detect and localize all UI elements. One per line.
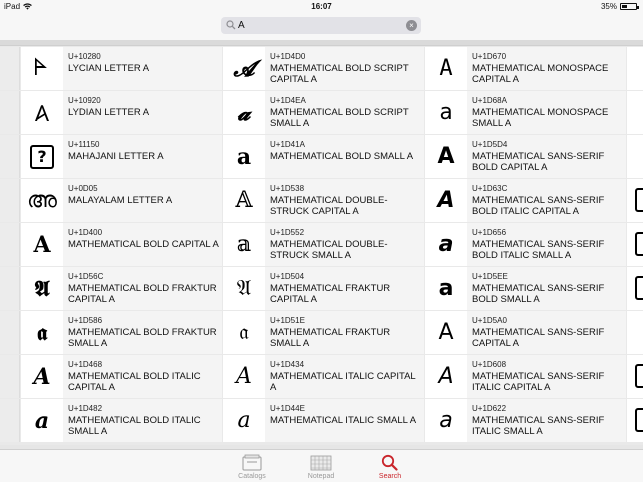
character-info xyxy=(265,267,424,310)
character-glyph xyxy=(223,47,265,90)
codepoint-label: U+10920 xyxy=(68,96,101,105)
character-glyph xyxy=(425,355,467,398)
character-name: MATHEMATICAL ITALIC CAPITAL A xyxy=(270,371,416,393)
codepoint-label: U+1D586 xyxy=(68,316,103,325)
character-info xyxy=(63,399,222,442)
glyph-char: 𝙰 xyxy=(439,56,453,81)
glyph-char: 𐊀 xyxy=(34,56,50,81)
character-name: MATHEMATICAL FRAKTUR SMALL A xyxy=(270,327,391,349)
character-name: MATHEMATICAL BOLD ITALIC SMALL A xyxy=(68,415,201,437)
character-name: MATHEMATICAL MONOSPACE CAPITAL A xyxy=(472,63,609,85)
character-info xyxy=(265,355,424,398)
character-glyph xyxy=(425,267,467,310)
character-name: MATHEMATICAL SANS-SERIF BOLD ITALIC CAPITAL A xyxy=(472,195,605,217)
character-name: MATHEMATICAL BOLD SMALL A xyxy=(270,151,414,162)
glyph-char: 𝒂 xyxy=(34,407,50,434)
character-info xyxy=(63,355,222,398)
magnifier-icon xyxy=(226,20,236,30)
glyph-char: 𝘈 xyxy=(438,364,454,389)
tab-bar xyxy=(0,449,643,482)
codepoint-label: U+1D552 xyxy=(270,228,305,237)
character-info xyxy=(467,399,626,442)
character-glyph xyxy=(223,135,265,178)
character-info xyxy=(63,135,222,178)
tab-search[interactable] xyxy=(360,454,420,480)
glyph-char: 𝖆 xyxy=(36,319,48,346)
character-name: MATHEMATICAL BOLD FRAKTUR SMALL A xyxy=(68,327,217,349)
character-name: MATHEMATICAL SANS-SERIF BOLD CAPITAL A xyxy=(472,151,605,173)
partial-glyph-box xyxy=(635,364,643,388)
glyph-char: 𝗮 xyxy=(438,276,454,301)
character-glyph xyxy=(21,47,63,90)
character-glyph xyxy=(21,223,63,266)
character-glyph xyxy=(223,223,265,266)
character-info xyxy=(467,267,626,310)
glyph-char: 𝐚 xyxy=(236,143,252,170)
clock: 16:07 xyxy=(311,2,332,11)
partial-glyph-box xyxy=(635,188,643,212)
character-glyph xyxy=(425,223,467,266)
character-glyph xyxy=(223,91,265,134)
character-info xyxy=(467,91,626,134)
character-glyph xyxy=(223,399,265,442)
table-row xyxy=(0,223,643,266)
character-glyph xyxy=(425,47,467,90)
results-grid xyxy=(0,46,643,445)
table-row xyxy=(0,399,643,442)
row-edge xyxy=(0,223,20,266)
table-row xyxy=(0,267,643,310)
character-info xyxy=(265,311,424,354)
character-name: MATHEMATICAL BOLD SCRIPT SMALL A xyxy=(270,107,409,129)
search-bar xyxy=(0,14,643,40)
missing-glyph-icon: ? xyxy=(30,145,54,169)
partial-next-cell xyxy=(627,47,643,90)
character-glyph xyxy=(425,179,467,222)
tab-search-label: Search xyxy=(378,473,402,480)
codepoint-label: U+1D5D4 xyxy=(472,140,508,149)
glyph-char: അ xyxy=(27,188,57,213)
glyph-char: 𝔸 xyxy=(235,188,253,213)
glyph-char: 𝓪 xyxy=(237,99,251,126)
codepoint-label: U+1D63C xyxy=(472,184,508,193)
row-edge xyxy=(0,311,20,354)
partial-glyph-box xyxy=(635,232,643,256)
tab-notepad-label: Notepad xyxy=(307,473,335,480)
character-name: LYCIAN LETTER A xyxy=(68,63,150,74)
character-info xyxy=(63,267,222,310)
codepoint-label: U+10280 xyxy=(68,52,101,61)
glyph-char: 𝕬 xyxy=(34,275,50,302)
glyph-char: 𝓐 xyxy=(233,55,255,82)
glyph-char: 𝖠 xyxy=(438,320,454,345)
character-info xyxy=(467,355,626,398)
character-info xyxy=(265,399,424,442)
row-edge xyxy=(0,47,20,90)
table-row xyxy=(0,47,643,90)
table-row xyxy=(0,355,643,398)
codepoint-label: U+1D468 xyxy=(68,360,103,369)
catalogs-icon xyxy=(241,454,263,471)
partial-glyph-box xyxy=(635,408,643,432)
row-edge xyxy=(0,399,20,442)
search-field[interactable] xyxy=(221,17,421,34)
character-info xyxy=(63,311,222,354)
character-glyph xyxy=(223,311,265,354)
codepoint-label: U+1D4EA xyxy=(270,96,306,105)
codepoint-label: U+1D538 xyxy=(270,184,305,193)
partial-next-cell xyxy=(627,223,643,266)
codepoint-label: U+1D56C xyxy=(68,272,104,281)
character-info xyxy=(265,91,424,134)
search-icon xyxy=(379,454,401,471)
codepoint-label: U+1D5A0 xyxy=(472,316,507,325)
character-name: MATHEMATICAL SANS-SERIF BOLD ITALIC SMALL A xyxy=(472,239,605,261)
glyph-char: 𝑎 xyxy=(237,408,251,433)
battery-status xyxy=(601,2,637,11)
character-info xyxy=(265,47,424,90)
character-name: MAHAJANI LETTER A xyxy=(68,151,164,162)
character-glyph xyxy=(223,355,265,398)
row-edge xyxy=(0,179,20,222)
character-name: MATHEMATICAL SANS-SERIF ITALIC SMALL A xyxy=(472,415,605,437)
row-edge xyxy=(0,135,20,178)
codepoint-label: U+1D482 xyxy=(68,404,103,413)
glyph-char: 𝕒 xyxy=(236,232,252,257)
glyph-char: 𝐴 xyxy=(236,364,252,389)
character-glyph xyxy=(21,267,63,310)
character-name: MATHEMATICAL SANS-SERIF ITALIC CAPITAL A xyxy=(472,371,605,393)
table-row xyxy=(0,179,643,222)
character-info xyxy=(265,135,424,178)
partial-next-cell xyxy=(627,267,643,310)
character-glyph xyxy=(425,399,467,442)
character-glyph xyxy=(21,399,63,442)
table-row xyxy=(0,91,643,134)
character-name: LYDIAN LETTER A xyxy=(68,107,150,118)
partial-next-cell xyxy=(627,179,643,222)
character-glyph xyxy=(21,91,63,134)
tab-catalogs[interactable] xyxy=(222,454,282,480)
character-name: MATHEMATICAL BOLD SCRIPT CAPITAL A xyxy=(270,63,409,85)
codepoint-label: U+1D670 xyxy=(472,52,507,61)
battery-icon xyxy=(620,3,637,10)
partial-next-cell xyxy=(627,91,643,134)
character-glyph xyxy=(21,355,63,398)
character-name: MATHEMATICAL FRAKTUR CAPITAL A xyxy=(270,283,391,305)
character-name: MATHEMATICAL BOLD FRAKTUR CAPITAL A xyxy=(68,283,217,305)
character-glyph xyxy=(425,311,467,354)
glyph-char: 𝙖 xyxy=(438,232,454,257)
character-name: MATHEMATICAL ITALIC SMALL A xyxy=(270,415,417,426)
codepoint-label: U+1D608 xyxy=(472,360,507,369)
codepoint-label: U+1D44E xyxy=(270,404,305,413)
character-name: MATHEMATICAL MONOSPACE SMALL A xyxy=(472,107,609,129)
character-glyph xyxy=(21,135,63,178)
character-info xyxy=(467,223,626,266)
character-name: MATHEMATICAL BOLD CAPITAL A xyxy=(68,239,219,250)
codepoint-label: U+1D51E xyxy=(270,316,305,325)
row-edge xyxy=(0,267,20,310)
partial-next-cell xyxy=(627,135,643,178)
codepoint-label: U+11150 xyxy=(68,140,100,149)
character-info xyxy=(467,179,626,222)
glyph-char: 𐤠 xyxy=(34,101,50,127)
character-name: MALAYALAM LETTER A xyxy=(68,195,173,206)
codepoint-label: U+1D5EE xyxy=(472,272,508,281)
character-name: MATHEMATICAL DOUBLE-STRUCK CAPITAL A xyxy=(270,195,388,217)
glyph-char: 𝔄 xyxy=(236,276,252,301)
status-bar xyxy=(0,0,643,14)
tab-notepad[interactable] xyxy=(291,454,351,480)
character-info xyxy=(63,223,222,266)
codepoint-label: U+1D400 xyxy=(68,228,103,237)
tab-catalogs-label: Catalogs xyxy=(238,473,266,480)
codepoint-label: U+1D41A xyxy=(270,140,305,149)
notepad-icon xyxy=(310,454,332,471)
glyph-char: 𝘼 xyxy=(437,188,455,213)
glyph-char: 𝐀 xyxy=(33,231,51,258)
glyph-char: 𝚊 xyxy=(439,100,453,125)
table-row xyxy=(0,135,643,178)
character-info xyxy=(265,179,424,222)
character-name: MATHEMATICAL BOLD ITALIC CAPITAL A xyxy=(68,371,201,393)
clear-search-icon[interactable]: × xyxy=(406,20,417,31)
table-row xyxy=(0,311,643,354)
search-input[interactable] xyxy=(238,18,403,33)
codepoint-label: U+1D4D0 xyxy=(270,52,306,61)
partial-next-cell xyxy=(627,355,643,398)
partial-glyph-box xyxy=(635,276,643,300)
character-glyph xyxy=(425,135,467,178)
battery-percent: 35% xyxy=(600,2,617,11)
glyph-char: 𝗔 xyxy=(437,144,455,169)
character-info xyxy=(467,135,626,178)
partial-next-cell xyxy=(627,311,643,354)
device-name: iPad xyxy=(4,2,21,11)
glyph-char: 𝔞 xyxy=(239,320,249,345)
codepoint-label: U+1D504 xyxy=(270,272,305,281)
character-info xyxy=(63,179,222,222)
character-info xyxy=(63,91,222,134)
codepoint-label: U+1D656 xyxy=(472,228,507,237)
character-info xyxy=(265,223,424,266)
glyph-char: 𝘢 xyxy=(439,408,453,433)
partial-next-cell xyxy=(627,399,643,442)
character-glyph xyxy=(21,179,63,222)
character-glyph xyxy=(223,179,265,222)
character-info xyxy=(467,311,626,354)
character-glyph xyxy=(21,311,63,354)
character-name: MATHEMATICAL SANS-SERIF BOLD SMALL A xyxy=(472,283,605,305)
codepoint-label: U+1D434 xyxy=(270,360,305,369)
character-info xyxy=(63,47,222,90)
codepoint-label: U+1D622 xyxy=(472,404,507,413)
glyph-char: 𝑨 xyxy=(33,363,51,390)
character-name: MATHEMATICAL SANS-SERIF CAPITAL A xyxy=(472,327,605,349)
character-glyph xyxy=(223,267,265,310)
character-name: MATHEMATICAL DOUBLE-STRUCK SMALL A xyxy=(270,239,388,261)
row-edge xyxy=(0,91,20,134)
codepoint-label: U+1D68A xyxy=(472,96,507,105)
character-info xyxy=(467,47,626,90)
row-edge xyxy=(0,355,20,398)
character-glyph xyxy=(425,91,467,134)
codepoint-label: U+0D05 xyxy=(68,184,98,193)
